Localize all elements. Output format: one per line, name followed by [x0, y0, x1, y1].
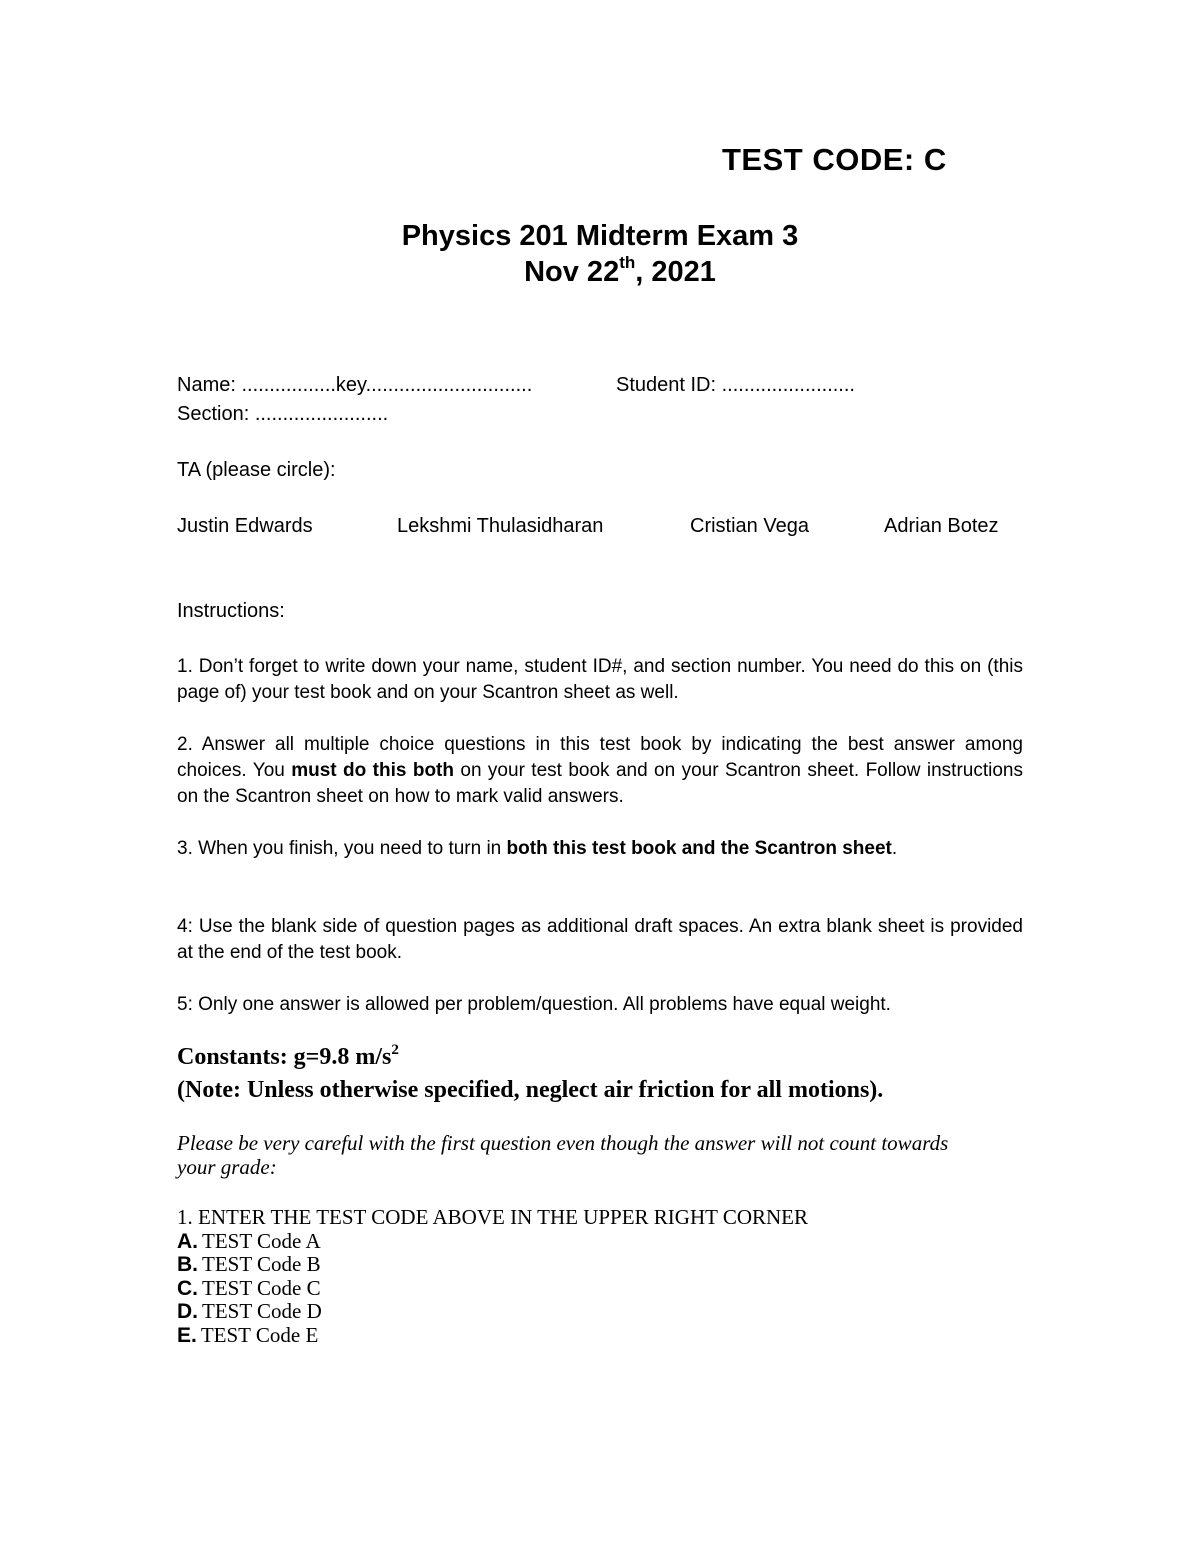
- answer-option: [177, 1299, 322, 1324]
- date-superscript: th: [619, 253, 636, 272]
- answer-option: [177, 1276, 321, 1301]
- option-text: TEST Code E: [200, 1323, 319, 1347]
- instruction-2-text: on your test book and on your Scantron sheet. Follow instructions on the Scantron sheet on how to mark valid answers.: [177, 760, 1023, 807]
- exam-date: [0, 253, 1200, 289]
- ta-name: Lekshmi Thulasidharan: [397, 515, 604, 537]
- answer-option: [177, 1252, 321, 1277]
- option-letter: C.: [177, 1277, 198, 1300]
- constants-superscript: 2: [391, 1042, 399, 1058]
- section-field: Section: ........................: [177, 403, 389, 425]
- option-letter: B.: [177, 1253, 198, 1276]
- instruction-2: [177, 732, 1023, 810]
- instruction-3-emphasis: both this test book and the Scantron sheet: [506, 838, 892, 859]
- note-line: (Note: Unless otherwise specified, neglect air friction for all motions).: [177, 1077, 884, 1103]
- instructions-label: Instructions:: [177, 600, 285, 622]
- instruction-2-text: 2. Answer all multiple choice questions in this test book by indicating the best answer among choices. You: [177, 734, 1023, 781]
- instruction-2-emphasis: must do this both: [291, 760, 454, 781]
- ta-name: Cristian Vega: [690, 515, 809, 537]
- option-text: TEST Code C: [202, 1276, 321, 1300]
- answer-option: [177, 1229, 321, 1254]
- option-text: TEST Code D: [202, 1299, 322, 1323]
- ta-label: TA (please circle):: [177, 459, 336, 481]
- question-1-prompt: 1. ENTER THE TEST CODE ABOVE IN THE UPPER RIGHT CORNER: [177, 1205, 809, 1229]
- ta-name: Adrian Botez: [884, 515, 999, 537]
- date-suffix: , 2021: [635, 256, 716, 288]
- name-field: Name: .................key..............................: [177, 374, 533, 396]
- student-id-field: Student ID: ........................: [616, 374, 855, 396]
- option-letter: E.: [177, 1324, 197, 1347]
- exam-title: Physics 201 Midterm Exam 3: [401, 220, 799, 252]
- instruction-4: 4: Use the blank side of question pages as additional draft spaces. An extra blank sheet is provided at the end of the test book.: [177, 916, 1023, 963]
- instruction-5: 5: Only one answer is allowed per problem/question. All problems have equal weight.: [177, 994, 891, 1015]
- test-code: TEST CODE: C: [722, 142, 947, 177]
- option-text: TEST Code B: [202, 1252, 321, 1276]
- option-letter: D.: [177, 1300, 198, 1323]
- careful-instruction: Please be very careful with the first question even though the answer will not count towards your grade:: [177, 1131, 949, 1179]
- instruction-1: 1. Don’t forget to write down your name, student ID#, and section number. You need do this on (this page of) your test book and on your Scantron sheet as well.: [177, 656, 1023, 703]
- instruction-3-text: 3. When you finish, you need to turn in: [177, 838, 507, 859]
- answer-option: [177, 1323, 318, 1348]
- constants-line: [177, 1044, 399, 1071]
- ta-name: Justin Edwards: [177, 515, 313, 537]
- instruction-3-text: .: [891, 838, 898, 859]
- date-prefix: Nov 22: [524, 256, 620, 288]
- constants-text: Constants: g=9.8 m/s: [177, 1044, 392, 1070]
- instruction-3: [177, 836, 1023, 862]
- option-letter: A.: [177, 1230, 198, 1253]
- option-text: TEST Code A: [202, 1229, 321, 1253]
